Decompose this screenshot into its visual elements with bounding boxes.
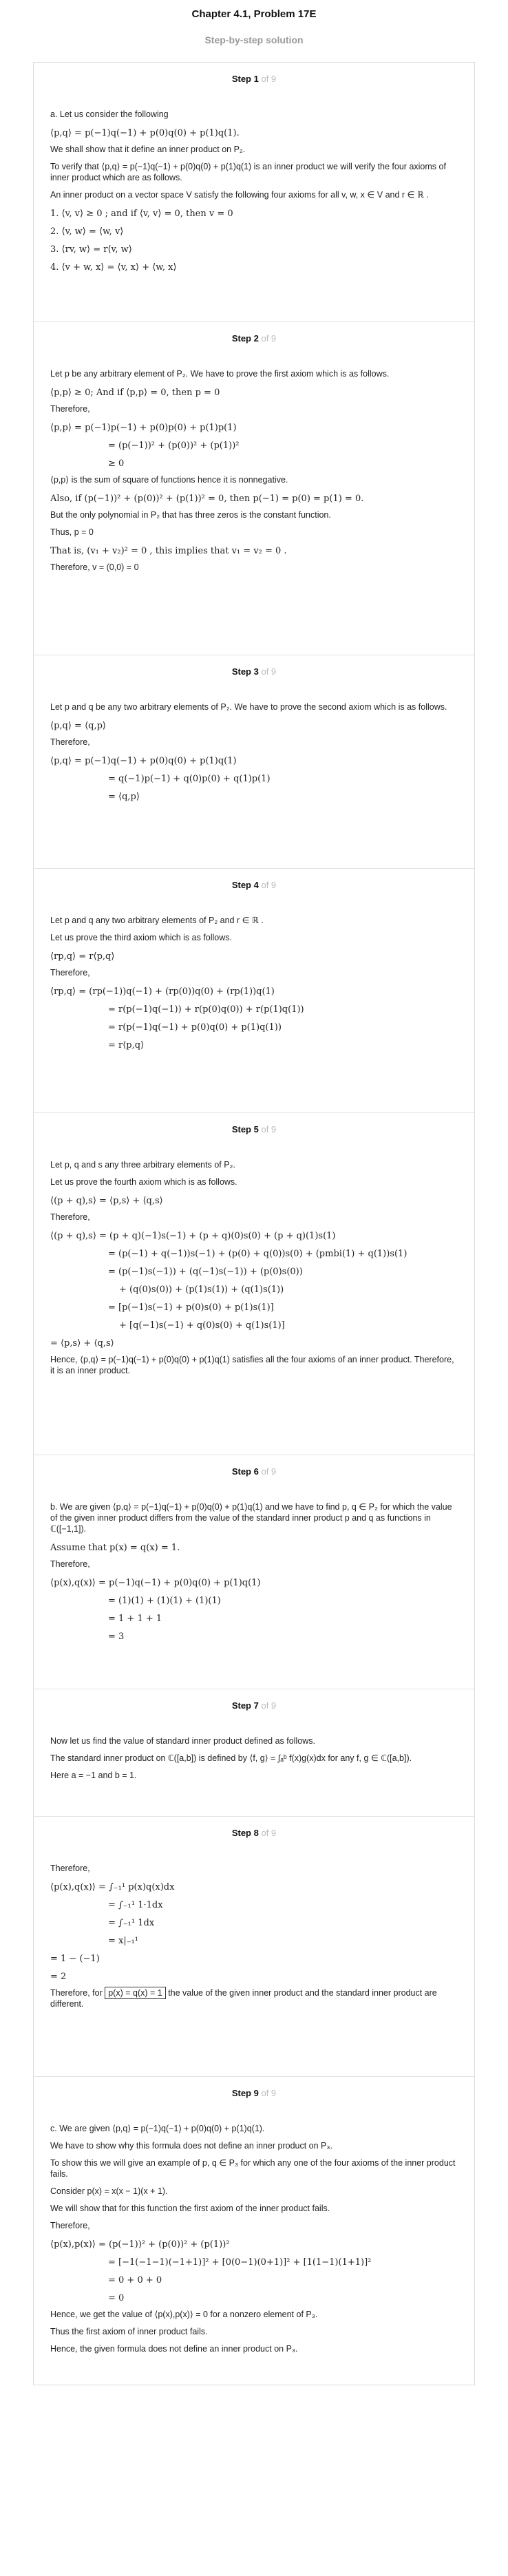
step-9 [34, 2077, 474, 2385]
step-label: Step 6 [231, 1466, 259, 1477]
math-line: = ∫₋₁¹ 1·1dx [108, 1900, 163, 1910]
math-line: ⟨rp,q⟩ = (rp(−1))q(−1) + (rp(0))q(0) + (rp(1))q(1) [50, 986, 275, 997]
step-label: Step 4 [231, 880, 259, 890]
step-text: Here a = −1 and b = 1. [50, 1771, 137, 1780]
step-text: ⟨p,p⟩ is the sum of square of functions hence it is nonnegative. [50, 475, 288, 485]
conclusion-prefix: Therefore, for [50, 1988, 103, 1998]
step-count: of 9 [261, 333, 277, 344]
math-line: = 2 [50, 1972, 67, 1982]
step-header [50, 655, 458, 701]
math-line: 3. ⟨rv, w⟩ = r⟨v, w⟩ [50, 244, 132, 255]
step-1 [34, 63, 474, 322]
step-text: Hence, ⟨p,q⟩ = p(−1)q(−1) + p(0)q(0) + p(1)q(1) satisfies all the four axioms of an inner product. Therefore, it is an inner product. [50, 1355, 454, 1375]
page-subtitle: Step-by-step solution [204, 34, 304, 45]
step-text: But the only polynomial in P₂ that has three zeros is the constant function. [50, 510, 331, 520]
step-4 [34, 869, 474, 1113]
step-header [50, 1113, 458, 1159]
step-label: Step 2 [231, 333, 259, 344]
math-line: 1. ⟨v, v⟩ ≥ 0 ; and if ⟨v, v⟩ = 0, then v = 0 [50, 209, 233, 219]
step-text: Consider p(x) = x(x − 1)(x + 1). [50, 2186, 168, 2196]
step-text: Let p and q be any two arbitrary elements of P₂. We have to prove the second axiom which is as follows. [50, 702, 447, 712]
math-line: = 0 + 0 + 0 [108, 2275, 162, 2285]
step-text: Therefore, [50, 1559, 90, 1569]
step-count: of 9 [261, 1828, 277, 1838]
math-line: = r⟨p,q⟩ [108, 1040, 145, 1051]
step-5 [34, 1113, 474, 1455]
step-3 [34, 655, 474, 869]
math-line: That is, (v₁ + v₂)² = 0 , this implies that v₁ = v₂ = 0 . [50, 546, 287, 556]
math-line: = 0 [108, 2293, 125, 2303]
conclusion-text: the value of the given inner product and the standard inner product are different. [50, 1988, 437, 2009]
math-line: ⟨(p + q),s⟩ = (p + q)(−1)s(−1) + (p + q)(0)s(0) + (p + q)(1)s(1) [50, 1231, 336, 1241]
math-line: ⟨p,p⟩ = p(−1)p(−1) + p(0)p(0) + p(1)p(1) [50, 423, 237, 433]
math-line: = x|₋₁¹ [108, 1936, 139, 1946]
math-line: Also, if (p(−1))² + (p(0))² + (p(1))² = 0, then p(−1) = p(0) = p(1) = 0. [50, 494, 364, 504]
step-2 [34, 322, 474, 655]
math-line: ⟨p,q⟩ = p(−1)q(−1) + p(0)q(0) + p(1)q(1) [50, 756, 237, 766]
math-line: Assume that p(x) = q(x) = 1. [50, 1543, 180, 1553]
step-header [50, 63, 458, 109]
math-line: = q(−1)p(−1) + q(0)p(0) + q(1)p(1) [108, 774, 271, 784]
step-8 [34, 1817, 474, 2077]
math-line: = ∫₋₁¹ 1dx [108, 1918, 155, 1928]
step-text: To verify that ⟨p,q⟩ = p(−1)q(−1) + p(0)q(0) + p(1)q(1) is an inner product we will verify the four axioms of inner product which are as follows. [50, 162, 446, 182]
math-line: + [q(−1)s(−1) + q(0)s(0) + q(1)s(1)] [119, 1320, 285, 1331]
math-line: = 3 [108, 1632, 125, 1642]
step-text: Let p be any arbitrary element of P₂. We have to prove the first axiom which is as follows. [50, 369, 390, 379]
math-line: ⟨p,q⟩ = ⟨q,p⟩ [50, 721, 106, 731]
solution-steps [33, 62, 475, 2385]
math-line: 4. ⟨v + w, x⟩ = ⟨v, x⟩ + ⟨w, x⟩ [50, 262, 177, 273]
step-label: Step 9 [231, 2088, 259, 2098]
step-header [50, 1455, 458, 1501]
math-line: = [p(−1)s(−1) + p(0)s(0) + p(1)s(1)] [108, 1302, 274, 1313]
math-line: ⟨p,q⟩ = p(−1)q(−1) + p(0)q(0) + p(1)q(1). [50, 128, 240, 138]
step-label: Step 3 [231, 666, 259, 677]
step-text: Therefore, [50, 1212, 90, 1222]
step-text: Therefore, [50, 2221, 90, 2230]
step-text: Thus, p = 0 [50, 527, 94, 537]
step-count: of 9 [261, 1124, 277, 1134]
step-count: of 9 [261, 666, 277, 677]
step-text: Let us prove the third axiom which is as follows. [50, 933, 233, 942]
step-text: Therefore, [50, 404, 90, 414]
boxed-formula: p(x) = q(x) = 1 [105, 1987, 166, 1999]
step-count: of 9 [261, 2088, 277, 2098]
math-line: = (p(−1)s(−1)) + (q(−1)s(−1)) + (p(0)s(0)) [108, 1267, 303, 1277]
math-line: ⟨rp,q⟩ = r⟨p,q⟩ [50, 951, 115, 962]
math-line: = 1 + 1 + 1 [108, 1614, 162, 1624]
step-text: c. We are given ⟨p,q⟩ = p(−1)q(−1) + p(0)q(0) + p(1)q(1). [50, 2124, 265, 2133]
step-label: Step 5 [231, 1124, 259, 1134]
math-line: = r(p(−1)q(−1) + p(0)q(0) + p(1)q(1)) [108, 1022, 282, 1033]
step-text: We have to show why this formula does not define an inner product on P₃. [50, 2141, 332, 2151]
step-count: of 9 [261, 1700, 277, 1711]
step-header [50, 322, 458, 368]
step-label: Step 1 [231, 74, 259, 84]
step-label: Step 7 [231, 1700, 259, 1711]
step-header [50, 1817, 458, 1863]
step-text: Therefore, [50, 1864, 90, 1873]
step-label: Step 8 [231, 1828, 259, 1838]
step-text: Let p and q any two arbitrary elements of P₂ and r ∈ ℝ . [50, 916, 264, 925]
step-text: Now let us find the value of standard inner product defined as follows. [50, 1736, 315, 1746]
step-count: of 9 [261, 880, 277, 890]
step-text: Therefore, [50, 737, 90, 747]
math-line: ⟨p,p⟩ ≥ 0; And if ⟨p,p⟩ = 0, then p = 0 [50, 388, 220, 398]
math-line: = ⟨q,p⟩ [108, 792, 140, 802]
math-line: 2. ⟨v, w⟩ = ⟨w, v⟩ [50, 226, 124, 237]
step-text: We shall show that it define an inner product on P₂. [50, 145, 246, 154]
math-line: = (p(−1))² + (p(0))² + (p(1))² [108, 441, 240, 451]
math-line: ≥ 0 [108, 458, 125, 469]
math-line: ⟨p(x),p(x)⟩ = (p(−1))² + (p(0))² + (p(1))² [50, 2239, 230, 2250]
page-header [0, 0, 508, 47]
step-text: a. Let us consider the following [50, 109, 169, 119]
step-text: Therefore, v = (0,0) = 0 [50, 562, 139, 572]
step-text: Let us prove the fourth axiom which is as follows. [50, 1177, 237, 1187]
step-text: Let p, q and s any three arbitrary elements of P₂. [50, 1160, 235, 1170]
step-text: Hence, the given formula does not define an inner product on P₃. [50, 2344, 298, 2354]
step-text: b. We are given ⟨p,q⟩ = p(−1)q(−1) + p(0)q(0) + p(1)q(1) and we have to find p, q ∈ P₂ for which the value of the given inner product differs from the value of the standard inner product p and q as functions in ℂ([−1,1]). [50, 1502, 452, 1534]
math-line: = r(p(−1)q(−1)) + r(p(0)q(0)) + r(p(1)q(1)) [108, 1004, 304, 1015]
step-text: Hence, we get the value of ⟨p(x),p(x)⟩ = 0 for a nonzero element of P₃. [50, 2310, 318, 2319]
math-line: = ⟨p,s⟩ + ⟨q,s⟩ [50, 1338, 114, 1349]
step-text: To show this we will give an example of p, q ∈ P₃ for which any one of the four axioms of the inner product fails. [50, 2158, 456, 2179]
step-7 [34, 1689, 474, 1817]
math-line: = (1)(1) + (1)(1) + (1)(1) [108, 1596, 221, 1606]
step-text: The standard inner product on ℂ([a,b]) is defined by ⟨f, g⟩ = ∫ₐᵇ f(x)g(x)dx for any f, g ∈ ℂ([a,b]). [50, 1753, 412, 1763]
step-text: Therefore, [50, 968, 90, 978]
math-line: ⟨(p + q),s⟩ = ⟨p,s⟩ + ⟨q,s⟩ [50, 1196, 163, 1206]
math-line: ⟨p(x),q(x)⟩ = p(−1)q(−1) + p(0)q(0) + p(1)q(1) [50, 1578, 261, 1588]
page-title: Chapter 4.1, Problem 17E [191, 8, 317, 20]
math-line: ⟨p(x),q(x)⟩ = ∫₋₁¹ p(x)q(x)dx [50, 1882, 175, 1892]
step-header [50, 2077, 458, 2123]
math-line: = [−1(−1−1)(−1+1)]² + [0(0−1)(0+1)]² + [1(1−1)(1+1)]² [108, 2257, 372, 2268]
step-header [50, 869, 458, 915]
step-text: Thus the first axiom of inner product fails. [50, 2327, 208, 2336]
step-count: of 9 [261, 74, 277, 84]
math-line: = 1 − (−1) [50, 1954, 100, 1964]
math-line: + (q(0)s(0)) + (p(1)s(1)) + (q(1)s(1)) [119, 1285, 284, 1295]
step-header [50, 1689, 458, 1735]
step-6 [34, 1455, 474, 1689]
step-text: An inner product on a vector space V satisfy the following four axioms for all v, w, x ∈ V and r ∈ ℝ . [50, 190, 429, 200]
step-text: We will show that for this function the first axiom of the inner product fails. [50, 2204, 330, 2213]
math-line: = (p(−1) + q(−1))s(−1) + (p(0) + q(0))s(0) + (pmbi(1) + q(1))s(1) [108, 1249, 408, 1259]
step-count: of 9 [261, 1466, 277, 1477]
step-text [50, 1987, 458, 2009]
